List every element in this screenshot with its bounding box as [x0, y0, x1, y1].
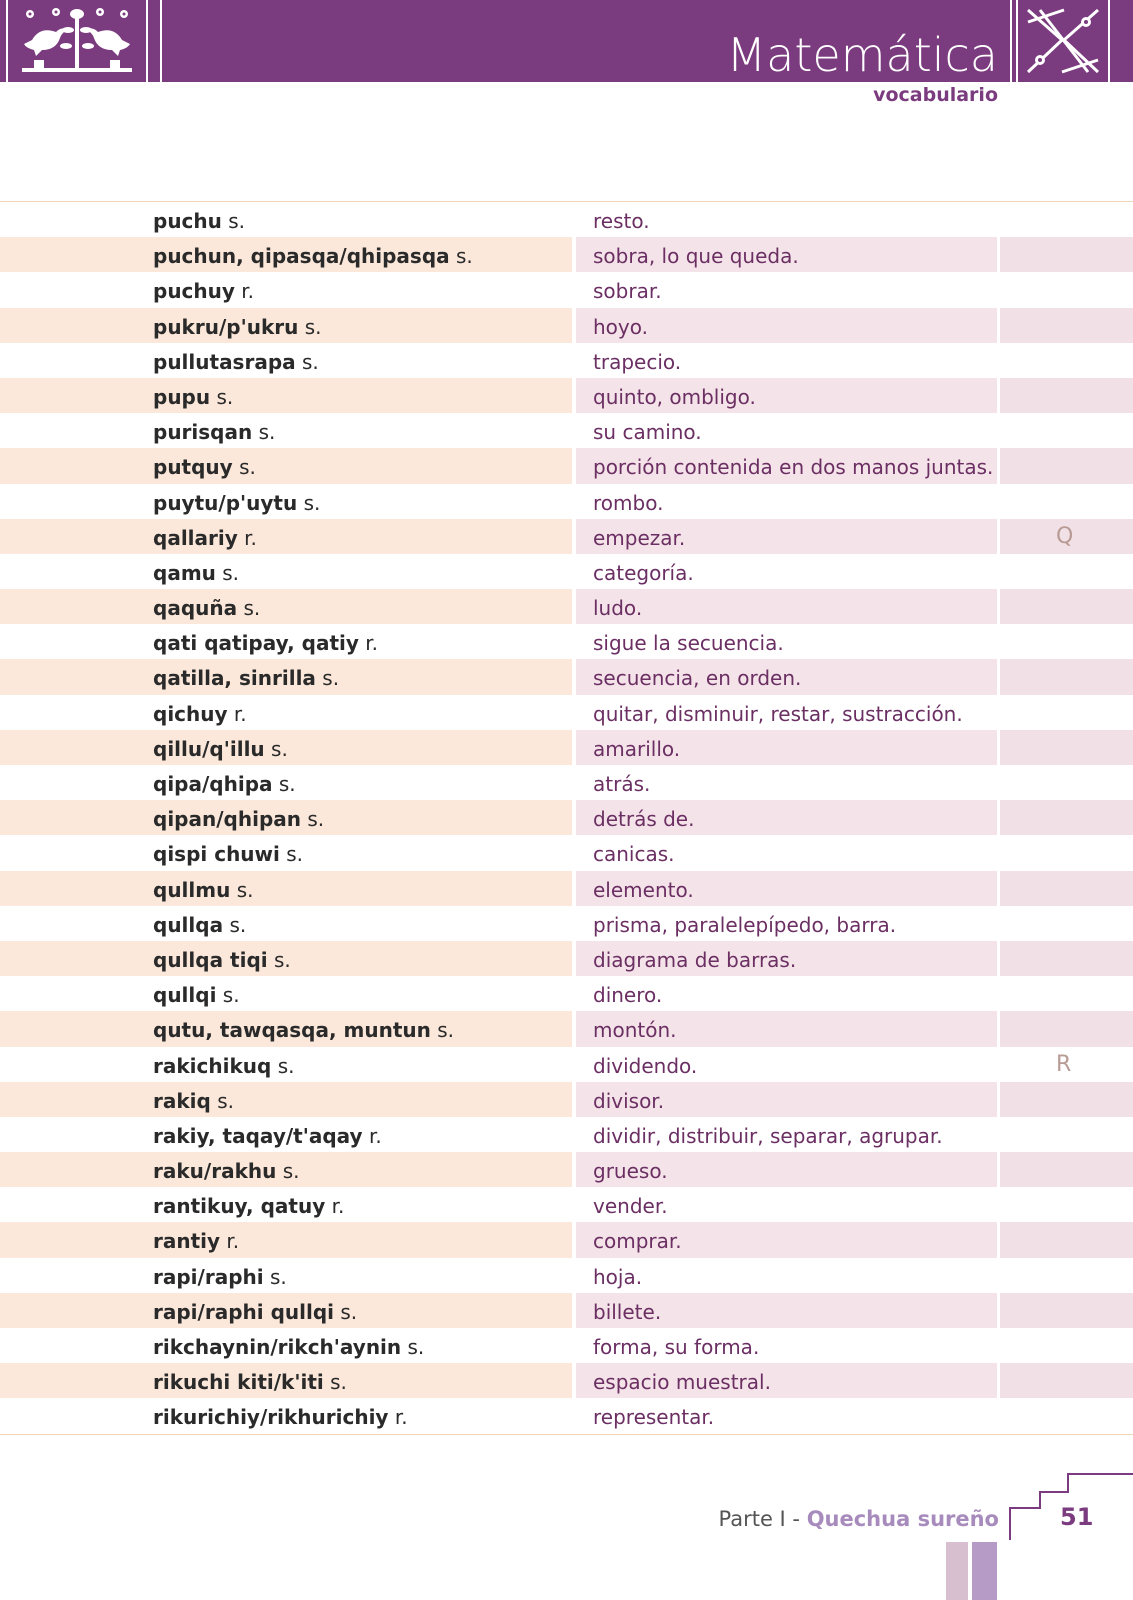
geometric-pattern-icon [1016, 0, 1110, 82]
letter-cell [1000, 800, 1133, 835]
definition-text: billete. [593, 1299, 662, 1324]
letter-cell [1000, 343, 1133, 378]
letter-cell [1000, 378, 1133, 413]
definition-text: sobra, lo que queda. [593, 244, 799, 269]
definition-text: su camino. [593, 420, 702, 445]
term-pos: s. [222, 983, 240, 1008]
term-word: qullmu [153, 877, 231, 902]
table-row [0, 484, 1133, 519]
term-pos: s. [303, 490, 321, 515]
term-word: purisqan [153, 420, 253, 445]
term-pos: s. [340, 1299, 358, 1324]
footer-bar-dark [972, 1542, 997, 1600]
term-text [153, 1300, 357, 1324]
table-row [0, 413, 1133, 448]
table-row [0, 343, 1133, 378]
term-word: rikurichiy/rikhurichiy [153, 1405, 389, 1430]
term-pos: s. [322, 666, 340, 691]
term-word: rantiy [153, 1229, 221, 1254]
definition-text: secuencia, en orden. [593, 666, 802, 691]
term-word: qaquña [153, 596, 238, 621]
term-text [153, 631, 378, 655]
definition-text: elemento. [593, 877, 694, 902]
term-pos: s. [236, 877, 254, 902]
term-text [153, 420, 275, 444]
table-row [0, 1328, 1133, 1363]
table-row [0, 589, 1133, 624]
term-word: rakiy, taqay/t'aqay [153, 1123, 363, 1148]
term-text [153, 209, 245, 233]
term-word: pullutasrapa [153, 349, 296, 374]
header-right-emblem-box [1012, 0, 1133, 82]
term-text [153, 1018, 454, 1042]
term-word: qillu/q'illu [153, 736, 265, 761]
term-word: rapi/raphi qullqi [153, 1299, 335, 1324]
letter-cell [1000, 906, 1133, 941]
table-row [0, 272, 1133, 307]
letter-cell [1000, 484, 1133, 519]
table-row [0, 237, 1133, 272]
term-word: puchu [153, 209, 222, 233]
term-text [153, 596, 260, 620]
term-text [153, 491, 320, 515]
letter-cell [1000, 1187, 1133, 1222]
table-row [0, 1363, 1133, 1398]
table-row [0, 554, 1133, 589]
term-word: rakiq [153, 1088, 211, 1113]
table-row [0, 308, 1133, 343]
term-text [153, 350, 319, 374]
term-word: pukru/p'ukru [153, 314, 299, 339]
term-text [153, 1265, 287, 1289]
definition-text: quitar, disminuir, restar, sustracción. [593, 701, 963, 726]
term-word: rikuchi kiti/k'iti [153, 1370, 324, 1395]
table-row [0, 730, 1133, 765]
table-row [0, 871, 1133, 906]
term-pos: r. [244, 525, 257, 550]
table-row [0, 1011, 1133, 1046]
table-row [0, 695, 1133, 730]
table-row [0, 202, 1133, 237]
term-word: rantikuy, qatuy [153, 1194, 326, 1219]
term-cell [0, 1222, 572, 1257]
definition-text: canicas. [593, 842, 675, 867]
footer-bar-light [946, 1542, 968, 1600]
page-subtitle: vocabulario [873, 84, 998, 106]
definition-text: forma, su forma. [593, 1335, 760, 1359]
term-word: qullqa tiqi [153, 947, 268, 972]
term-text [153, 1194, 344, 1218]
table-row [0, 976, 1133, 1011]
term-text [153, 1124, 382, 1148]
definition-text: porción contenida en dos manos juntas. [593, 455, 994, 480]
term-text [153, 244, 473, 268]
term-pos: r. [226, 1229, 240, 1254]
footer-language: Quechua sureño [806, 1507, 999, 1531]
definition-text: dividir, distribuir, separar, agrupar. [593, 1123, 943, 1148]
term-pos: s. [456, 244, 473, 269]
term-text [153, 983, 240, 1007]
definition-text: representar. [593, 1405, 715, 1430]
term-text [153, 455, 256, 479]
term-cell [0, 554, 572, 589]
letter-cell [1000, 308, 1133, 343]
term-pos: s. [307, 807, 325, 832]
letter-cell [1000, 1293, 1133, 1328]
term-word: qallariy [153, 525, 238, 550]
letter-cell [1000, 1363, 1133, 1398]
term-word: qatilla, sinrilla [153, 666, 316, 691]
table-row [0, 1152, 1133, 1187]
section-letter: Q [1056, 523, 1074, 549]
table-row [0, 1398, 1133, 1433]
term-text [153, 737, 288, 761]
term-word: qullqa [153, 912, 224, 937]
letter-cell [1000, 1398, 1133, 1433]
term-text [153, 1370, 347, 1394]
definition-text: hoja. [593, 1264, 643, 1289]
term-word: putquy [153, 455, 233, 480]
letter-cell [1000, 1117, 1133, 1152]
term-pos: r. [233, 701, 247, 726]
term-word: qutu, tawqasqa, muntun [153, 1018, 431, 1043]
definition-text: resto. [593, 209, 650, 233]
term-word: pupu [153, 384, 211, 409]
term-text [153, 1229, 239, 1253]
term-pos: s. [229, 912, 247, 937]
term-pos: s. [258, 420, 276, 445]
term-text [153, 807, 324, 831]
term-word: puytu/p'uytu [153, 490, 298, 515]
term-word: qipa/qhipa [153, 772, 273, 796]
definition-text: trapecio. [593, 349, 682, 374]
definition-text: grueso. [593, 1159, 668, 1184]
definition-text: montón. [593, 1018, 677, 1043]
definition-text: sigue la secuencia. [593, 631, 784, 656]
definition-text: rombo. [593, 490, 664, 515]
term-pos: s. [304, 314, 322, 339]
definition-text: hoyo. [593, 314, 648, 339]
letter-cell [1000, 237, 1133, 272]
table-row [0, 1293, 1133, 1328]
letter-cell [1000, 871, 1133, 906]
definition-text: divisor. [593, 1088, 665, 1113]
term-cell [0, 1082, 572, 1117]
section-letter: R [1056, 1051, 1072, 1077]
definition-text: empezar. [593, 525, 686, 550]
term-pos: s. [216, 384, 234, 409]
term-cell [0, 202, 572, 237]
term-text [153, 315, 321, 339]
definition-text: vender. [593, 1194, 668, 1219]
term-word: qispi chuwi [153, 842, 280, 867]
term-pos: r. [331, 1194, 345, 1219]
table-row [0, 906, 1133, 941]
vocabulary-table [0, 201, 1133, 1435]
header-left-emblem-box [0, 0, 160, 82]
term-cell [0, 906, 572, 941]
term-pos: s. [407, 1335, 425, 1359]
definition-text: detrás de. [593, 807, 695, 832]
term-pos: s. [286, 842, 304, 867]
term-pos: s. [277, 1053, 295, 1078]
term-word: puchun, qipasqa/qhipasqa [153, 244, 450, 269]
term-word: rapi/raphi [153, 1264, 264, 1289]
letter-cell [1000, 624, 1133, 659]
term-pos: s. [330, 1370, 347, 1395]
table-row [0, 1117, 1133, 1152]
table-row [0, 448, 1133, 483]
letter-cell [1000, 448, 1133, 483]
term-word: qullqi [153, 983, 217, 1008]
letter-cell [1000, 1082, 1133, 1117]
term-pos: r. [368, 1123, 382, 1148]
term-cell [0, 589, 572, 624]
term-text [153, 772, 296, 796]
term-word: qamu [153, 560, 216, 585]
term-text [153, 702, 247, 726]
term-word: rikchaynin/rikch'aynin [153, 1335, 402, 1359]
table-row [0, 378, 1133, 413]
term-cell [0, 378, 572, 413]
letter-cell [1000, 1011, 1133, 1046]
letter-cell [1000, 554, 1133, 589]
table-row [0, 1187, 1133, 1222]
term-pos: r. [365, 631, 379, 656]
term-text [153, 561, 239, 585]
definition-text: categoría. [593, 560, 694, 585]
table-row [0, 800, 1133, 835]
table-row [0, 1258, 1133, 1293]
letter-cell [1000, 730, 1133, 765]
definition-text: sobrar. [593, 279, 662, 304]
term-text [153, 1335, 424, 1359]
letter-cell [1000, 765, 1133, 800]
letter-cell [1000, 941, 1133, 976]
term-text [153, 526, 257, 550]
term-pos: r. [394, 1405, 408, 1430]
definition-text: prisma, paralelepípedo, barra. [593, 912, 897, 937]
letter-cell [1000, 589, 1133, 624]
table-row [0, 941, 1133, 976]
term-text [153, 913, 246, 937]
birds-tree-icon [6, 0, 148, 82]
letter-cell [1000, 272, 1133, 307]
term-word: raku/rakhu [153, 1159, 277, 1184]
letter-cell [1000, 976, 1133, 1011]
term-cell [0, 871, 572, 906]
letter-cell [1000, 202, 1133, 237]
table-row [0, 519, 1133, 554]
term-pos: s. [271, 736, 288, 761]
definition-text: dividendo. [593, 1053, 698, 1078]
term-pos: s. [217, 1088, 234, 1113]
term-text [153, 842, 303, 866]
page-title: Matemática [726, 28, 998, 82]
term-cell [0, 519, 572, 554]
definition-text: quinto, ombligo. [593, 384, 756, 409]
table-row [0, 1047, 1133, 1082]
letter-cell [1000, 1328, 1133, 1363]
page-number: 51 [1060, 1503, 1094, 1531]
term-pos: s. [302, 349, 319, 374]
term-pos: s. [239, 455, 256, 480]
term-text [153, 279, 254, 303]
term-pos: s. [269, 1264, 287, 1289]
definition-text: diagrama de barras. [593, 947, 797, 972]
term-word: qati qatipay, qatiy [153, 631, 359, 656]
definition-text: comprar. [593, 1229, 682, 1254]
term-pos: s. [222, 560, 240, 585]
term-cell [0, 413, 572, 448]
definition-text: amarillo. [593, 736, 681, 761]
term-pos: s. [278, 772, 296, 796]
definition-text: espacio muestral. [593, 1370, 771, 1395]
term-pos: s. [243, 596, 261, 621]
table-row [0, 835, 1133, 870]
term-cell [0, 695, 572, 730]
term-cell [0, 272, 572, 307]
term-pos: s. [228, 209, 246, 233]
term-pos: s. [437, 1018, 455, 1043]
table-row [0, 624, 1133, 659]
term-pos: s. [274, 947, 291, 972]
letter-cell [1000, 695, 1133, 730]
footer-part: Parte I - [718, 1507, 800, 1531]
term-text [153, 878, 253, 902]
term-word: qipan/qhipan [153, 807, 301, 832]
term-text [153, 948, 291, 972]
term-cell [0, 448, 572, 483]
term-text [153, 666, 339, 690]
term-pos: r. [241, 279, 255, 304]
term-pos: s. [282, 1159, 300, 1184]
term-text [153, 1054, 294, 1078]
letter-cell [1000, 659, 1133, 694]
table-row [0, 765, 1133, 800]
term-text [153, 385, 233, 409]
definition-text: dinero. [593, 983, 663, 1008]
term-word: puchuy [153, 279, 235, 304]
term-text [153, 1089, 234, 1113]
term-cell [0, 976, 572, 1011]
table-row [0, 659, 1133, 694]
letter-cell [1000, 413, 1133, 448]
table-row [0, 1082, 1133, 1117]
term-word: rakichikuq [153, 1053, 272, 1078]
table-row [0, 1222, 1133, 1257]
footer-part-label [719, 1507, 1000, 1531]
definition-text: ludo. [593, 596, 643, 621]
letter-cell [1000, 1258, 1133, 1293]
term-text [153, 1405, 408, 1429]
definition-text: atrás. [593, 772, 651, 796]
letter-cell [1000, 1152, 1133, 1187]
letter-cell [1000, 835, 1133, 870]
term-text [153, 1159, 299, 1183]
letter-cell [1000, 1222, 1133, 1257]
term-word: qichuy [153, 701, 228, 726]
